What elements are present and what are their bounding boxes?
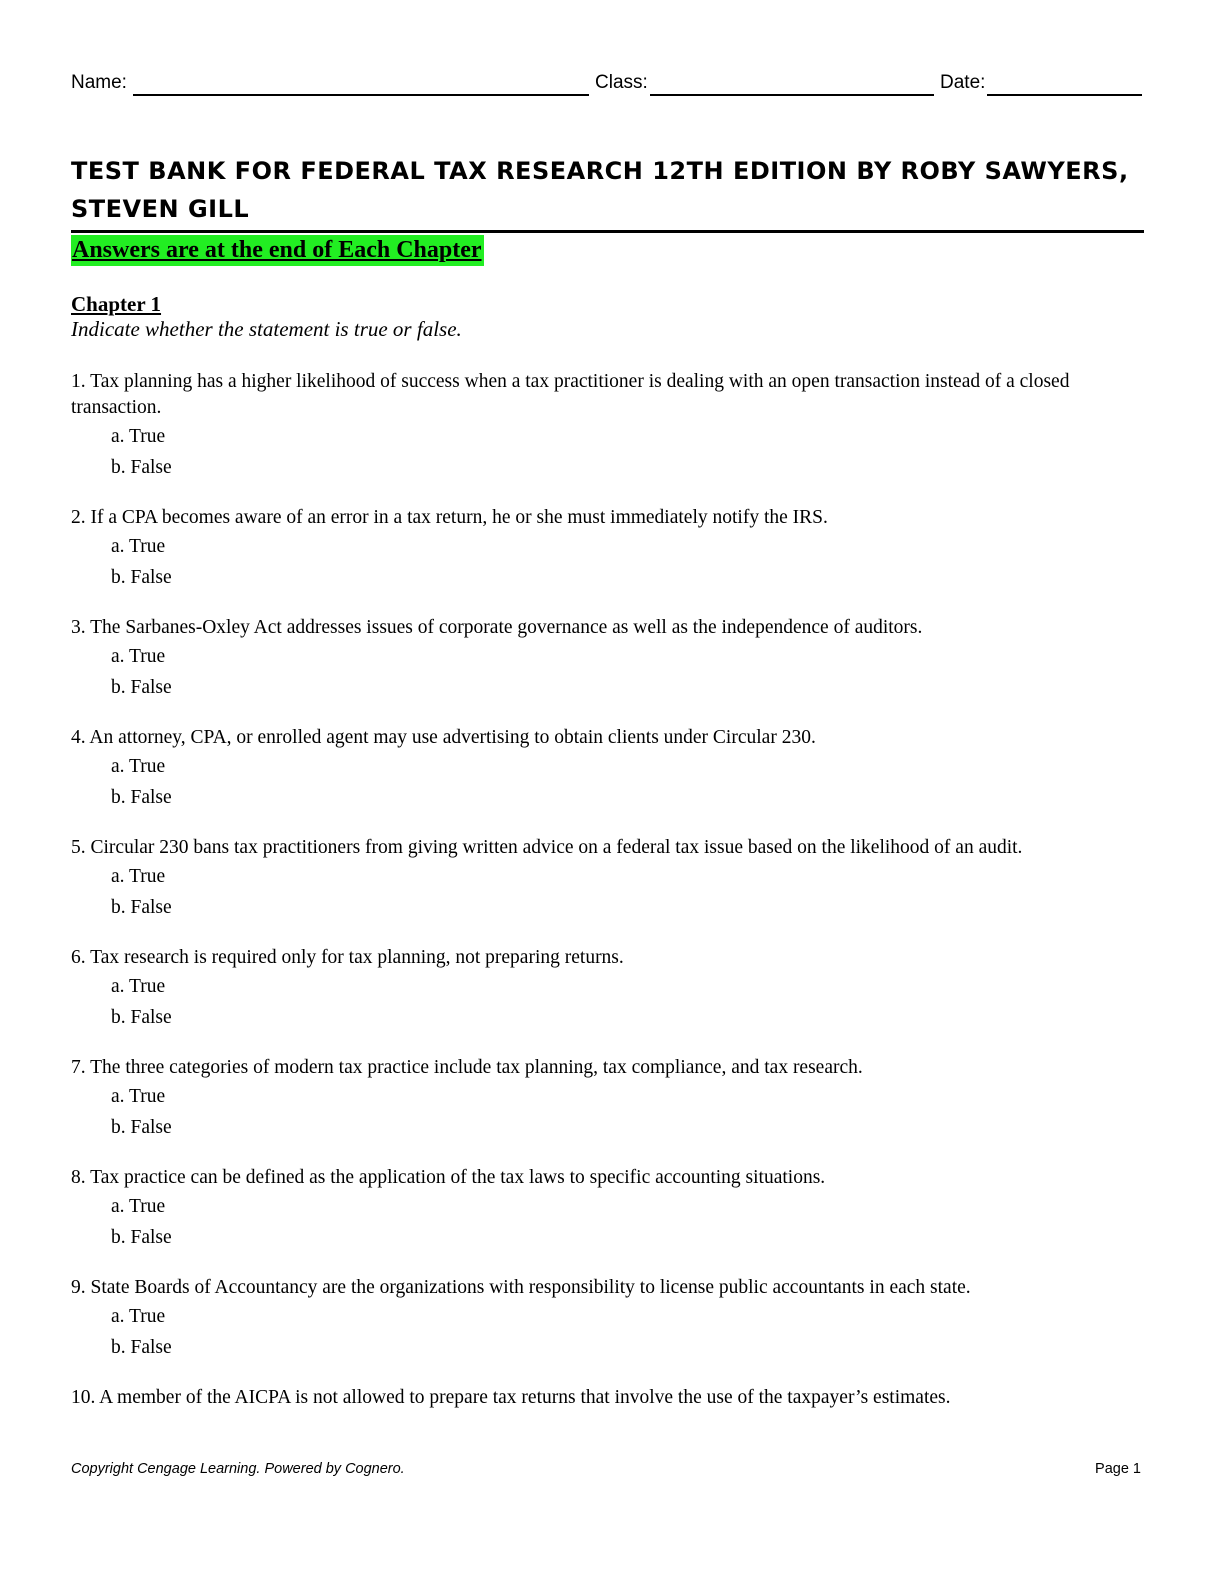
title-divider [71,230,1144,233]
question-stem: 5. Circular 230 bans tax practitioners from giving written advice on a federal tax issue based on the likelihood of an audit. [71,837,1023,858]
question-stem: 6. Tax research is required only for tax planning, not preparing returns. [71,947,624,968]
question-item [71,1385,1146,1411]
question-stem: 9. State Boards of Accountancy are the organizations with responsibility to license public accountants in each state. [71,1277,971,1298]
question-item [71,615,1146,703]
date-label: Date: [940,72,986,93]
document-title: TEST BANK FOR FEDERAL TAX RESEARCH 12TH EDITION BY ROBY SAWYERS, STEVEN GILL [71,157,1129,223]
answer-option[interactable]: b. False [111,677,172,698]
answer-option[interactable]: b. False [111,567,172,588]
question-item [71,1055,1146,1143]
question-stem: 8. Tax practice can be defined as the application of the tax laws to specific accounting situations. [71,1167,826,1188]
question-stem: 1. Tax planning has a higher likelihood of success when a tax practitioner is dealing with an open transaction instead of a closed transaction. [71,371,1070,418]
question-list [71,369,1146,1433]
answer-option[interactable]: a. True [111,536,166,557]
question-stem: 2. If a CPA becomes aware of an error in a tax return, he or she must immediately notify the IRS. [71,507,828,528]
answer-option[interactable]: a. True [111,1086,166,1107]
question-item [71,945,1146,1033]
answer-option[interactable]: b. False [111,897,172,918]
name-field[interactable] [133,94,589,96]
question-item [71,835,1146,923]
question-item [71,1275,1146,1363]
answer-option[interactable]: a. True [111,1196,166,1217]
question-item [71,1165,1146,1253]
question-stem: 10. A member of the AICPA is not allowed to prepare tax returns that involve the use of the taxpayer’s estimates. [71,1387,951,1408]
question-stem: 7. The three categories of modern tax practice include tax planning, tax compliance, and tax research. [71,1057,863,1078]
answer-option[interactable]: a. True [111,976,166,997]
answer-option[interactable]: a. True [111,756,166,777]
chapter-heading: Chapter 1 [71,292,162,316]
footer-copyright: Copyright Cengage Learning. Powered by Cognero. [71,1461,405,1477]
name-label: Name: [71,72,127,93]
answer-option[interactable]: b. False [111,1337,172,1358]
answer-option[interactable]: a. True [111,866,166,887]
answer-option[interactable]: a. True [111,426,166,447]
chapter-instruction: Indicate whether the statement is true or false. [71,317,462,341]
answer-option[interactable]: b. False [111,1117,172,1138]
answers-banner: Answers are at the end of Each Chapter [71,235,484,266]
answer-option[interactable]: a. True [111,646,166,667]
header-fields [71,72,1143,98]
page-number: Page 1 [1095,1461,1141,1477]
question-stem: 3. The Sarbanes-Oxley Act addresses issues of corporate governance as well as the independence of auditors. [71,617,923,638]
date-field[interactable] [987,94,1142,96]
question-item [71,369,1146,483]
question-item [71,505,1146,593]
class-field[interactable] [650,94,934,96]
class-label: Class: [595,72,648,93]
question-item [71,725,1146,813]
question-stem: 4. An attorney, CPA, or enrolled agent may use advertising to obtain clients under Circular 230. [71,727,816,748]
answer-option[interactable]: a. True [111,1306,166,1327]
answer-option[interactable]: b. False [111,457,172,478]
answer-option[interactable]: b. False [111,1007,172,1028]
answer-option[interactable]: b. False [111,787,172,808]
answer-option[interactable]: b. False [111,1227,172,1248]
